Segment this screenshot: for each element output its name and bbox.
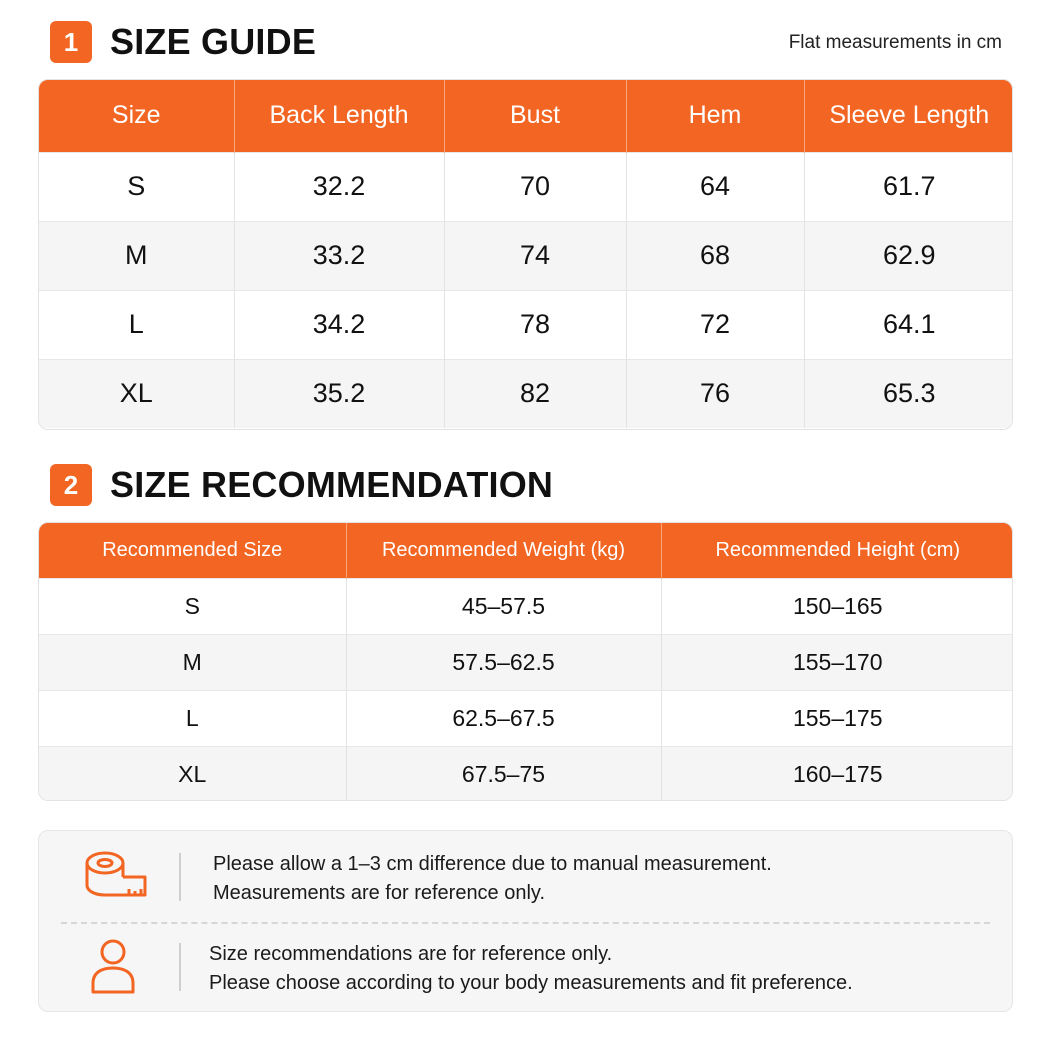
note-divider (179, 943, 181, 991)
table-cell: 45–57.5 (346, 578, 661, 634)
table-row (39, 746, 1013, 801)
table-cell: 34.2 (234, 290, 444, 359)
table-row (39, 578, 1013, 634)
table-cell: M (39, 634, 346, 690)
table-cell: L (39, 290, 234, 359)
column-header: Sleeve Length (804, 80, 1013, 152)
table-cell: XL (39, 359, 234, 428)
table-cell: XL (39, 746, 346, 801)
tape-measure-icon (83, 849, 149, 905)
note-divider (179, 853, 181, 901)
table-row (39, 152, 1013, 221)
size-guide-table (38, 79, 1013, 430)
note-line: Please allow a 1–3 cm difference due to manual measurement. (213, 853, 772, 875)
table-cell: 82 (444, 359, 626, 428)
column-header: Size (39, 80, 234, 152)
table-cell: 76 (626, 359, 804, 428)
table-row (39, 634, 1013, 690)
size-guide-header (50, 21, 316, 63)
table-cell: 57.5–62.5 (346, 634, 661, 690)
note-recommendation-text (209, 940, 853, 998)
table-cell: L (39, 690, 346, 746)
size-guide-title: SIZE GUIDE (110, 21, 317, 62)
table-cell: 155–175 (661, 690, 1013, 746)
table-cell: 65.3 (804, 359, 1013, 428)
table-cell: S (39, 152, 234, 221)
column-header: Recommended Height (cm) (661, 523, 1013, 578)
notes-panel (38, 830, 1013, 1012)
table-header-row (39, 523, 1013, 578)
size-recommendation-table (38, 522, 1013, 801)
column-header: Recommended Size (39, 523, 346, 578)
table-cell: 72 (626, 290, 804, 359)
table-cell: 67.5–75 (346, 746, 661, 801)
table-cell: M (39, 221, 234, 290)
column-header: Recommended Weight (kg) (346, 523, 661, 578)
note-line: Please choose according to your body measurements and fit preference. (209, 972, 853, 994)
size-recommendation-header (50, 464, 553, 506)
table-cell: 70 (444, 152, 626, 221)
note-measurement-text (213, 850, 772, 908)
person-icon (83, 939, 149, 995)
table-cell: 32.2 (234, 152, 444, 221)
table-cell: 62.9 (804, 221, 1013, 290)
table-cell: 64.1 (804, 290, 1013, 359)
table-cell: 78 (444, 290, 626, 359)
table-cell: 150–165 (661, 578, 1013, 634)
note-line: Measurements are for reference only. (213, 882, 546, 904)
column-header: Hem (626, 80, 804, 152)
size-recommendation-title: SIZE RECOMMENDATION (110, 464, 554, 505)
table-cell: 155–170 (661, 634, 1013, 690)
table-cell: 160–175 (661, 746, 1013, 801)
note-line: Size recommendations are for reference only. (209, 943, 613, 965)
section-number-badge: 2 (50, 464, 92, 506)
section-number-badge: 1 (50, 21, 92, 63)
column-header: Bust (444, 80, 626, 152)
dashed-separator (61, 922, 990, 924)
table-cell: 33.2 (234, 221, 444, 290)
table-cell: 35.2 (234, 359, 444, 428)
table-row (39, 690, 1013, 746)
table-cell: 64 (626, 152, 804, 221)
table-cell: 61.7 (804, 152, 1013, 221)
table-row (39, 221, 1013, 290)
table-cell: 68 (626, 221, 804, 290)
table-row (39, 359, 1013, 428)
table-row (39, 290, 1013, 359)
unit-note: Flat measurements in cm (788, 32, 1002, 53)
table-cell: 74 (444, 221, 626, 290)
table-header-row (39, 80, 1013, 152)
table-cell: 62.5–67.5 (346, 690, 661, 746)
table-cell: S (39, 578, 346, 634)
column-header: Back Length (234, 80, 444, 152)
